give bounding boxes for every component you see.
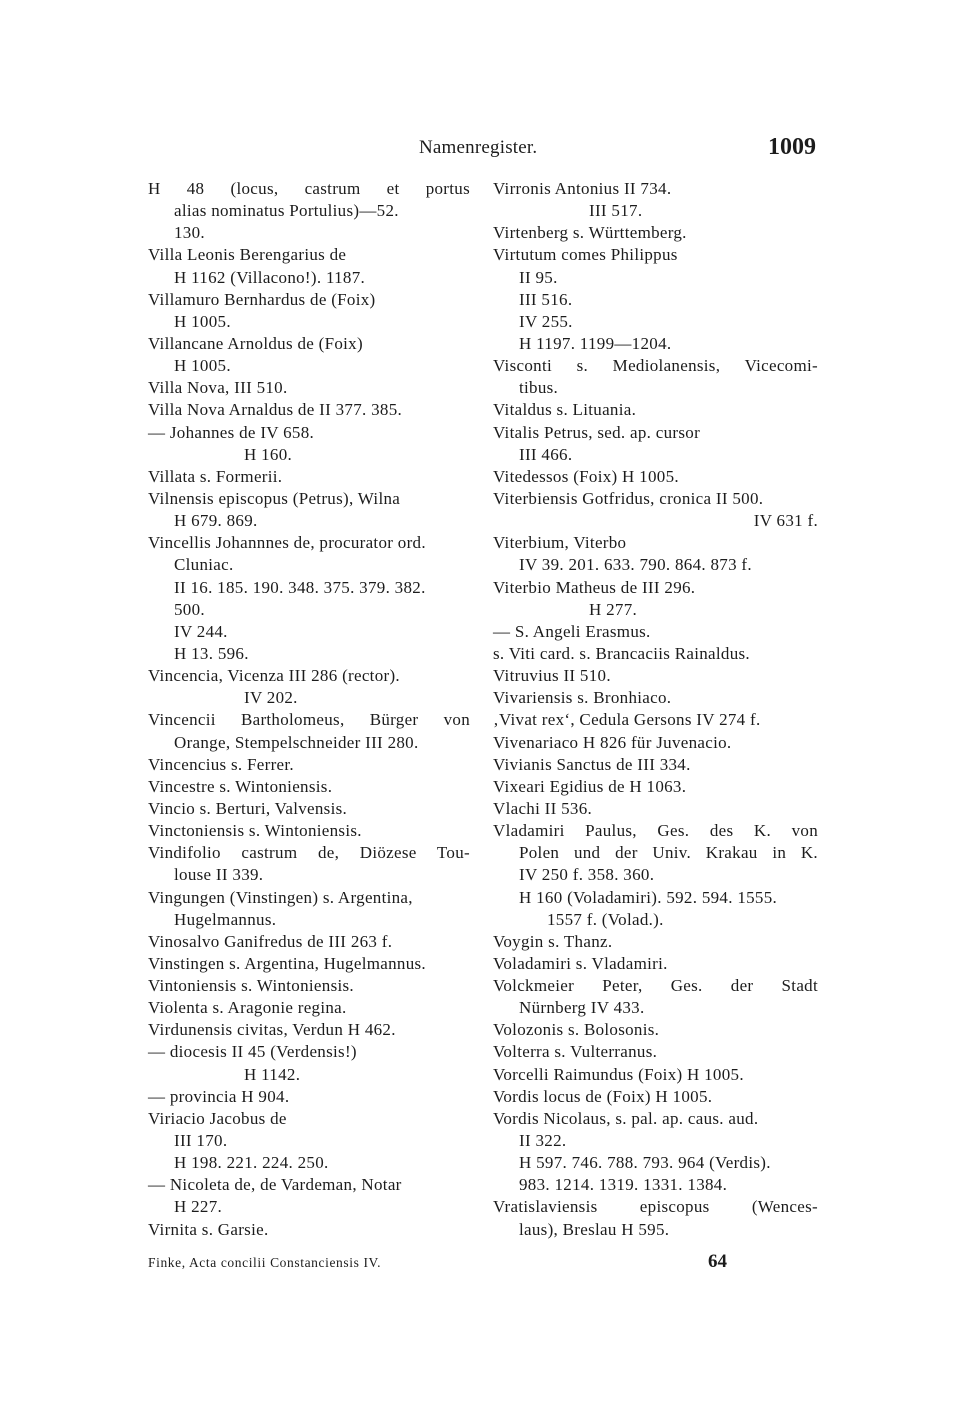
index-entry-line: laus), Breslau H 595. (519, 1219, 670, 1239)
index-entry-line: Vordis Nicolaus, s. pal. ap. caus. aud. (493, 1108, 759, 1128)
index-entry-line: Vinosalvo Ganifredus de III 263 f. (148, 931, 393, 951)
index-entry-line: Volterra s. Vulterranus. (493, 1042, 658, 1062)
index-entry-line: IV 631 f. (753, 511, 818, 531)
index-entry-line: Orange, Stempelschneider III 280. (174, 732, 419, 752)
index-entry-line: Virnita s. Garsie. (148, 1219, 269, 1239)
footer-credit: Finke, Acta concilii Constanciensis IV. (148, 1255, 382, 1270)
index-entry-line: Vivariensis s. Bronhiaco. (493, 688, 672, 708)
index-entry-line: Vratislaviensis episcopus (Wences- (493, 1197, 818, 1217)
index-entry-line: III 466. (519, 444, 573, 464)
index-entry-line: Vincencius s. Ferrer. (148, 754, 294, 774)
index-entry-line: Villa Leonis Berengarius de (148, 245, 347, 265)
index-entry-line: alias nominatus Portulius)—52. (174, 201, 399, 221)
index-entry-line: 130. (174, 223, 205, 243)
index-entry-line: Virtutum comes Philippus (493, 245, 678, 265)
index-entry-line: Vivenariaco H 826 für Juvenacio. (493, 732, 732, 752)
index-entry-line: Villancane Arnoldus de (Foix) (148, 333, 363, 353)
index-entry-line: Virronis Antonius II 734. (493, 179, 672, 198)
index-entry-line: IV 202. (244, 688, 298, 708)
index-entry-line: Virtenberg s. Württemberg. (493, 223, 687, 243)
index-entry-line: Volckmeier Peter, Ges. der Stadt (493, 976, 818, 996)
left-index-column (148, 178, 470, 1241)
index-entry-line: II 16. 185. 190. 348. 375. 379. 382. (174, 577, 426, 597)
index-entry-line: Villa Nova Arnaldus de II 377. 385. (148, 400, 403, 420)
index-entry-line: Vitalis Petrus, sed. ap. cursor (493, 422, 701, 442)
index-entry-line: — Johannes de IV 658. (148, 422, 315, 442)
index-entry-line: Visconti s. Mediolanensis, Vicecomi- (493, 356, 818, 376)
index-entry-line: louse II 339. (174, 865, 264, 885)
index-entry-line: IV 255. (519, 311, 573, 331)
index-entry-line: — provincia H 904. (148, 1086, 290, 1106)
index-entry-line: Voygin s. Thanz. (493, 931, 613, 951)
index-entry-line: 983. 1214. 1319. 1331. 1384. (519, 1175, 728, 1195)
index-entry-line: Vinstingen s. Argentina, Hugelmannus. (148, 953, 426, 973)
page-number: 1009 (768, 134, 816, 160)
index-entry-line: Cluniac. (174, 555, 234, 575)
index-entry-line: Villa Nova, III 510. (148, 378, 288, 398)
index-entry-line: Vintoniensis s. Wintoniensis. (148, 976, 354, 996)
index-entry-line: Villamuro Bernhardus de (Foix) (148, 289, 376, 309)
index-entry-line: 500. (174, 599, 205, 619)
index-entry-line: H 160 (Voladamiri). 592. 594. 1555. (519, 887, 778, 907)
index-entry-line: Vordis locus de (Foix) H 1005. (493, 1086, 713, 1106)
index-entry-line: H 1162 (Villacono!). 1187. (174, 267, 366, 287)
index-entry-line: IV 244. (174, 621, 228, 641)
index-entry-line: Vincio s. Berturi, Valvensis. (148, 798, 348, 818)
index-entry-line: Villata s. Formerii. (148, 466, 283, 486)
index-entry-line: — S. Angeli Erasmus. (493, 621, 651, 641)
index-entry-line: Hugelmannus. (174, 909, 277, 929)
index-entry-line: Vilnensis episcopus (Petrus), Wilna (148, 488, 401, 508)
index-entry-line: H 679. 869. (174, 511, 258, 531)
index-entry-line: Viterbium, Viterbo (493, 533, 627, 553)
signature-mark: 64 (708, 1251, 727, 1272)
index-entry-line: H 1197. 1199—1204. (519, 333, 672, 353)
index-entry-line: H 277. (589, 599, 638, 619)
index-entry-line: Vincestre s. Wintoniensis. (148, 776, 333, 796)
index-entry-line: H 1142. (244, 1064, 301, 1084)
index-entry-line: III 170. (174, 1131, 228, 1151)
index-entry-line: Volozonis s. Bolosonis. (493, 1020, 660, 1040)
index-entry-line: III 517. (589, 201, 643, 221)
index-entry-line: Vindifolio castrum de, Diözese Tou- (148, 843, 470, 863)
index-entry-line: Vivianis Sanctus de III 334. (493, 754, 691, 774)
index-entry-line: Vitedessos (Foix) H 1005. (493, 466, 679, 486)
index-entry-line: Vincencii Bartholomeus, Bürger von (148, 710, 470, 730)
index-entry-line: H 48 (locus, castrum et portus (148, 179, 470, 198)
index-entry-line: ‚Vivat rex‘, Cedula Gersons IV 274 f. (493, 710, 761, 730)
index-entry-line: II 95. (519, 267, 558, 287)
index-entry-line: s. Viti card. s. Brancaciis Rainaldus. (493, 643, 750, 663)
index-entry-line: Vorcelli Raimundus (Foix) H 1005. (493, 1064, 744, 1084)
index-entry-line: H 227. (174, 1197, 223, 1217)
index-entry-line: Vixeari Egidius de H 1063. (493, 776, 687, 796)
index-entry-line: H 1005. (174, 311, 231, 331)
index-entry-line: — diocesis II 45 (Verdensis!) (148, 1042, 357, 1062)
index-entry-line: H 1005. (174, 356, 231, 376)
index-entry-line: Viriacio Jacobus de (148, 1108, 287, 1128)
index-entry-line: tibus. (519, 378, 559, 398)
index-entry-line: — Nicoleta de, de Vardeman, Notar (148, 1175, 402, 1195)
index-entry-line: Virdunensis civitas, Verdun H 462. (148, 1020, 396, 1040)
index-entry-line: Viterbiensis Gotfridus, cronica II 500. (493, 488, 764, 508)
running-title: Namenregister. (419, 137, 538, 158)
index-entry-line: 1557 f. (Volad.). (547, 909, 664, 929)
index-entry-line: Vincellis Johannnes de, procurator ord. (148, 533, 426, 553)
index-entry-line: Vingungen (Vinstingen) s. Argentina, (148, 887, 413, 907)
index-entry-line: Vladamiri Paulus, Ges. des K. von (493, 821, 818, 841)
index-entry-line: Nürnberg IV 433. (519, 998, 645, 1018)
index-entry-line: III 516. (519, 289, 573, 309)
index-entry-line: IV 250 f. 358. 360. (519, 865, 655, 885)
index-entry-line: IV 39. 201. 633. 790. 864. 873 f. (519, 555, 752, 575)
index-entry-line: Voladamiri s. Vladamiri. (493, 953, 668, 973)
index-entry-line: H 160. (244, 444, 293, 464)
index-entry-line: Violenta s. Aragonie regina. (148, 998, 347, 1018)
index-entry-line: Vitruvius II 510. (493, 666, 611, 686)
index-entry-line: H 13. 596. (174, 643, 249, 663)
index-entry-line: II 322. (519, 1131, 567, 1151)
index-entry-line: Vlachi II 536. (493, 798, 593, 818)
right-index-column (493, 178, 818, 1241)
index-entry-line: Polen und der Univ. Krakau in K. (519, 843, 818, 863)
index-entry-line: Vitaldus s. Lituania. (493, 400, 637, 420)
index-entry-line: Viterbio Matheus de III 296. (493, 577, 696, 597)
index-entry-line: Vincencia, Vicenza III 286 (rector). (148, 666, 400, 686)
index-entry-line: Vinctoniensis s. Wintoniensis. (148, 821, 362, 841)
index-entry-line: H 597. 746. 788. 793. 964 (Verdis). (519, 1153, 771, 1173)
index-entry-line: H 198. 221. 224. 250. (174, 1153, 329, 1173)
